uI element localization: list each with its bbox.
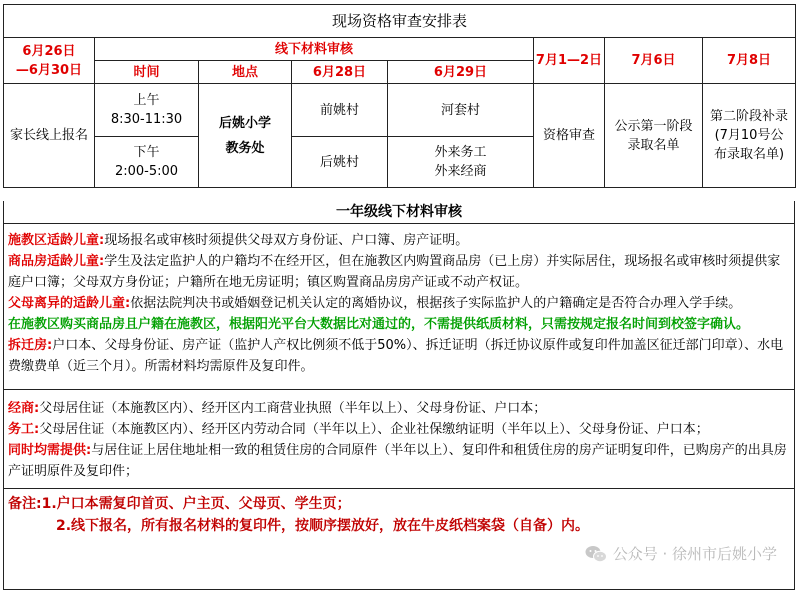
review-cell: 资格审查: [534, 84, 605, 188]
item-label: 务工:: [8, 422, 40, 437]
place-line2: 教务处: [225, 140, 265, 156]
item-relocation: [4, 335, 794, 377]
morning-cell: [95, 84, 199, 137]
document: [3, 4, 795, 590]
item-label: 施教区适龄儿童:: [8, 233, 105, 248]
item-text: 依据法院判决书或婚姻登记机关认定的离婚协议，根据孩子实际监护人的户籍确定是否符合办理入学手续。: [130, 296, 742, 311]
note-line1: [4, 493, 794, 515]
watermark: [585, 543, 777, 564]
item-commercial: [4, 251, 794, 293]
supplement-cell: [703, 84, 796, 188]
item-both: [4, 440, 794, 482]
requirements-group-2: [4, 389, 794, 482]
village-pm-28: 后姚村: [292, 137, 388, 188]
supplement-line1: 第二阶段补录: [710, 109, 789, 124]
col-jun29: 6月29日: [388, 61, 534, 84]
item-label: 经商:: [8, 401, 40, 416]
publicity-cell: [605, 84, 703, 188]
item-worker: [4, 419, 794, 440]
notes-block: [4, 488, 794, 537]
schedule-table: [3, 4, 796, 188]
note-line2: 2.线下报名，所有报名材料的复印件，按顺序摆放好，放在牛皮纸档案袋（自备）内。: [56, 518, 590, 534]
place-cell: [199, 84, 292, 188]
col-jul6: 7月6日: [605, 38, 703, 84]
period-line2: —6月30日: [15, 62, 83, 78]
online-signup: 家长线上报名: [4, 84, 95, 188]
section-title: 一年级线下材料审核: [4, 201, 794, 224]
col-jul8: 7月8日: [703, 38, 796, 84]
item-text: 父母居住证（本施教区内）、经开区内劳动合同（半年以上）、企业社保缴纳证明（半年以上）、父母身份证、户口本；: [39, 422, 709, 437]
item-text: 与居住证上居住地址相一致的租赁住房的合同原件（半年以上）、复印件和租赁住房的房产证明复印件，已购房产的出具房产证明原件及复印件；: [8, 443, 787, 479]
item-bigdata: 在施教区购买商品房且户籍在施教区，根据阳光平台大数据比对通过的，不需提供纸质材料，只需按规定报名时间到校签字确认。: [8, 317, 750, 332]
supplement-line3: 布录取名单): [713, 147, 785, 162]
col-time: 时间: [95, 61, 199, 84]
village-am-28: 前姚村: [292, 84, 388, 137]
requirements-group-1: [4, 224, 794, 377]
item-text: 现场报名或审核时须提供父母双方身份证、户口簿、房产证明。: [104, 233, 469, 248]
wechat-icon: [585, 545, 607, 563]
place-line1: 后姚小学: [218, 115, 271, 131]
afternoon-time: 2:00-5:00: [114, 164, 179, 179]
item-divorced: [4, 293, 794, 314]
village-am-29: 河套村: [388, 84, 534, 137]
offline-header: 线下材料审核: [95, 38, 534, 61]
publicity-line1: 公示第一阶段: [614, 118, 693, 134]
item-text: 学生及法定监护人的户籍均不在经开区，但在施教区内购置商品房（已上房）并实际居住，现场报名或审核时须提供家庭户口簿；父母双方身份证；户籍所在地无房证明；镇区购置商品房房产证或不动产权证。: [8, 254, 781, 290]
col-place: 地点: [199, 61, 292, 84]
item-label: 父母离异的适龄儿童:: [8, 296, 131, 311]
col-jun28: 6月28日: [292, 61, 388, 84]
col-jul1-2: 7月1—2日: [534, 38, 605, 84]
morning-label: 上午: [133, 93, 160, 108]
period-online: [4, 38, 95, 84]
publicity-line2: 录取名单: [627, 137, 680, 153]
village-pm-29: [388, 137, 534, 188]
watermark-text: 公众号 · 徐州市后姚小学: [612, 545, 777, 563]
note-text1: 1.户口本需复印首页、户主页、父母页、学生页；: [41, 496, 351, 512]
afternoon-cell: [95, 137, 199, 188]
period-line1: 6月26日: [22, 43, 76, 59]
village-pm-29-line1: 外来务工: [434, 145, 487, 160]
item-label: 商品房适龄儿童:: [8, 254, 105, 269]
note-prefix: 备注:: [8, 496, 42, 512]
table-title: 现场资格审查安排表: [4, 5, 796, 38]
village-pm-29-line2: 外来经商: [434, 164, 487, 179]
item-local: [4, 230, 794, 251]
item-text: 父母居住证（本施教区内）、经开区内工商营业执照（半年以上）、父母身份证、户口本；: [39, 401, 547, 416]
item-label: 同时均需提供:: [8, 443, 92, 458]
supplement-line2: (7月10号公: [714, 128, 784, 143]
item-business: [4, 398, 794, 419]
item-text: 户口本、父母身份证、房产证（监护人产权比例须不低于50%）、拆迁证明（拆迁协议原件或复印件加盖区征迁部门印章）、水电费缴费单（近三个月）。所需材料均需原件及复印件。: [8, 338, 784, 374]
requirements-section: [3, 201, 795, 590]
afternoon-label: 下午: [133, 145, 160, 160]
morning-time: 8:30-11:30: [110, 112, 183, 127]
item-label: 拆迁房:: [8, 338, 53, 353]
